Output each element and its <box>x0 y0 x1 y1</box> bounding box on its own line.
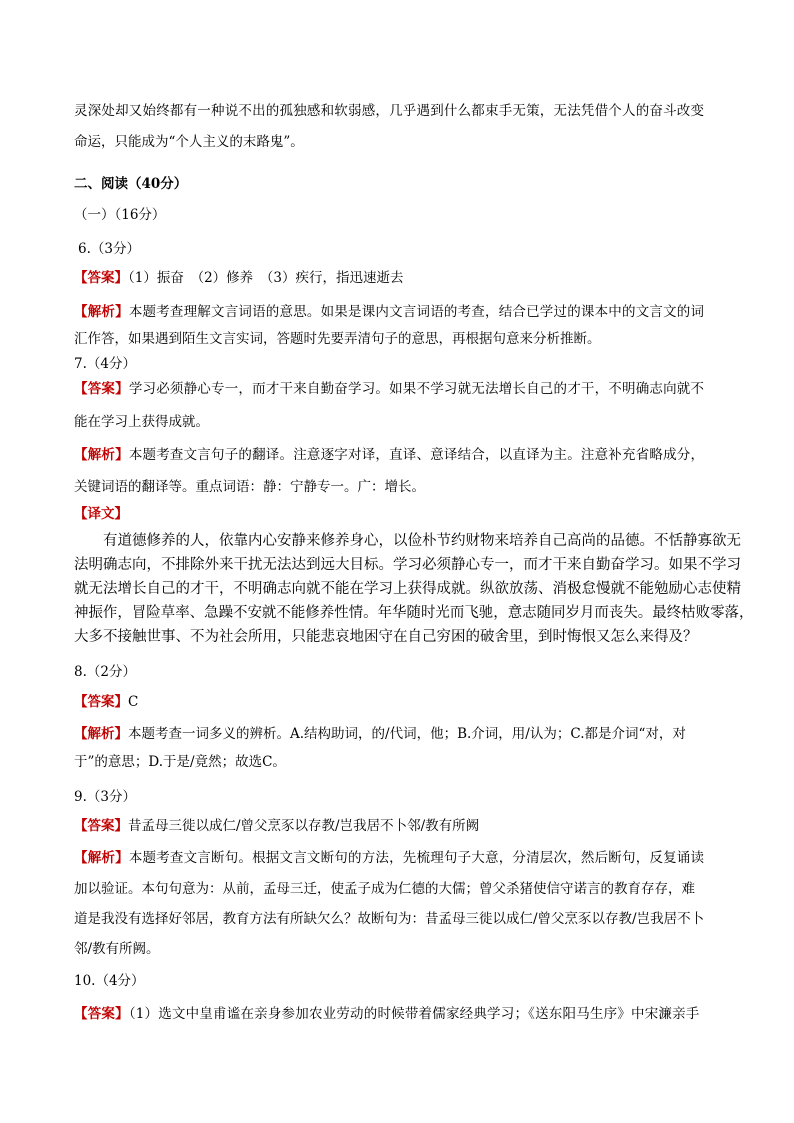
subsection-title: （一）（16分） <box>74 207 166 223</box>
q10-answer <box>74 1005 700 1023</box>
q10-number: 10.（4分） <box>74 973 145 989</box>
section-title: 二、阅读（40分） <box>74 176 188 192</box>
q8-answer <box>74 693 138 711</box>
analysis-label: 【解析】 <box>74 447 129 463</box>
answer-label: 【答案】 <box>74 1006 129 1022</box>
q6-analysis-text-2: 汇作答，如果遇到陌生文言实词，答题时先要弄清句子的意思，再根据句意来分析推断。 <box>74 331 601 347</box>
intro-line-2: 命运，只能成为“个人主义的末路鬼”。 <box>74 134 304 150</box>
answer-label: 【答案】 <box>74 818 128 834</box>
q7-number: 7.（4分） <box>74 356 136 372</box>
q6-answer <box>74 269 404 287</box>
q8-analysis-text-1: 本题考查一词多义的辨析。A.结构助词，的/代词，他；B.介词，用/认为；C.都是介词“对，对 <box>128 726 686 742</box>
q8-number: 8.（2分） <box>74 664 136 680</box>
q7-answer-text-1: 学习必须静心专一，而才干来自勤奋学习。如果不学习就无法增长自己的才干，不明确志向就不 <box>128 381 705 397</box>
answer-label: 【答案】 <box>74 694 128 710</box>
q6-number: 6.（3分） <box>78 241 140 257</box>
q8-analysis-text-2: 于”的意思；D.于是/竟然；故选C。 <box>74 754 286 770</box>
q7-translation-3: 就无法增长自己的才干，不明确志向就不能在学习上获得成就。纵欲放荡、消极怠慢就不能勉励心志使精 <box>74 581 741 597</box>
q6-answer-text: （1）振奋 （2）修养 （3）疾行，指迅速逝去 <box>128 270 404 286</box>
answer-label: 【答案】 <box>74 381 129 397</box>
q7-translation-4: 神振作，冒险草率、急躁不安就不能修养性情。年华随时光而飞驰，意志随同岁月而丧失。最终枯败零落， <box>74 605 754 621</box>
q7-analysis <box>74 446 704 464</box>
q7-analysis-text-2: 关键词语的翻译等。重点词语：静：宁静专一。广：增长。 <box>74 479 425 495</box>
q8-analysis <box>74 725 686 743</box>
q7-translation-2: 法明确志向，不排除外来干扰无法达到远大目标。学习必须静心专一，而才干来自勤奋学习。如果不学习 <box>74 557 741 573</box>
q9-number: 9.（3分） <box>74 789 136 805</box>
intro-line-1: 灵深处却又始终都有一种说不出的孤独感和软弱感，几乎遇到什么都束手无策，无法凭借个人的奋斗改变 <box>74 103 705 119</box>
q9-analysis-text-4: 邻/教有所阙。 <box>74 941 160 957</box>
analysis-label: 【解析】 <box>74 850 129 866</box>
analysis-label: 【解析】 <box>74 726 128 742</box>
answer-label: 【答案】 <box>74 270 128 286</box>
q7-analysis-text-1: 本题考查文言句子的翻译。注意逐字对译，直译、意译结合，以直译为主。注意补充省略成分， <box>128 447 705 463</box>
q7-translation-1: 有道德修养的人，依靠内心安静来修养身心，以俭朴节约财物来培养自己高尚的品德。不恬静寡欲无 <box>74 533 741 549</box>
q9-analysis-text-2: 加以验证。本句句意为：从前，孟母三迁，使孟子成为仁德的大儒；曾父杀猪使信守诺言的教育存存，难 <box>74 881 695 897</box>
q7-translation-5: 大多不接触世事、不为社会所用，只能悲哀地困守在自己穷困的破舍里，到时悔恨又怎么来得及？ <box>74 629 698 645</box>
q6-analysis <box>74 303 704 321</box>
q9-analysis-text-3: 道是我没有选择好邻居，教育方法有所缺欠么？故断句为：昔孟母三徙以成仁/曾父烹豕以存教/岂我居不卜 <box>74 911 705 927</box>
q7-answer <box>74 380 704 398</box>
q8-answer-text: C <box>128 694 139 710</box>
q9-analysis-text-1: 本题考查文言断句。根据文言文断句的方法，先梳理句子大意，分清层次，然后断句，反复诵读 <box>128 850 705 866</box>
q9-analysis <box>74 849 704 867</box>
translation-label: 【译文】 <box>74 506 128 522</box>
q9-answer-text: 昔孟母三徙以成仁/曾父烹豕以存教/岂我居不卜邻/教有所阙 <box>128 818 480 834</box>
q9-answer <box>74 817 479 835</box>
analysis-label: 【解析】 <box>74 304 129 320</box>
q7-answer-text-2: 能在学习上获得成就。 <box>74 414 209 430</box>
q10-answer-text-1: （1）选文中皇甫谧在亲身参加农业劳动的时候带着儒家经典学习；《送东阳马生序》中宋濂亲手 <box>128 1006 700 1022</box>
q6-analysis-text-1: 本题考查理解文言词语的意思。如果是课内文言词语的考查，结合已学过的课本中的文言文的词 <box>128 304 705 320</box>
